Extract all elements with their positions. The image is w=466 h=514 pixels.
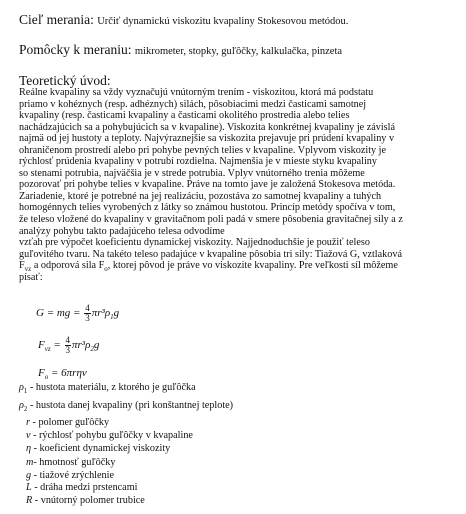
- theory-line: že teleso vložené do kvapaliny v gravitačnom poli padá v smere pôsobenia gravitačnej sily a z: [19, 214, 403, 226]
- legend-item: v - rýchlosť pohybu guľôčky v kvapaline: [26, 430, 193, 441]
- theory-line: so stenami potrubia, najväčšia je v strede potrubia. Vplyv vnútorného trenia môžeme: [19, 167, 365, 179]
- theory-line: analýzy pohybu takto padajúceho telesa odvodíme: [19, 225, 225, 237]
- aim-value: Určiť dynamickú viskozitu kvapaliny Stokesovou metódou.: [97, 16, 349, 27]
- legend-item: η - koeficient dynamickej viskozity: [26, 443, 171, 454]
- aim-row: [19, 12, 348, 28]
- equation-gravity: G = mg = $\frac{4}{3}$ $\pi r^3\rho_1g$: [36, 303, 120, 323]
- theory-line: homogénnych telies vyrobených z látky so známou hustotou. Princíp metódy spočíva v tom,: [19, 202, 396, 214]
- legend-item: r - polomer guľôčky: [26, 417, 110, 428]
- theory-line: Zariadenie, ktoré je potrebné na jej realizáciu, pozostáva zo samotnej kvapaliny a tuhých: [19, 190, 382, 202]
- legend-item: L - dráha medzi prstencami: [26, 482, 138, 493]
- theory-line: pozorovať pri pohybe telies v kvapaline. Práve na tomto jave je založená Stokesova metóda.: [19, 179, 396, 191]
- theory-line: Reálne kvapaliny sa vždy vyznačujú vnútorným trením - viskozitou, ktorá má podstatu: [19, 87, 374, 98]
- legend-item: $\rho_2$ - hustota danej kvapaliny (pri konštantnej teplote): [19, 400, 234, 414]
- equation-buoyancy: $F_{vz}$ = $\frac{4}{3}$ $\pi r^3\rho_2g$: [38, 335, 100, 355]
- tools-value: mikrometer, stopky, guľôčky, kalkulačka, pinzeta: [134, 46, 343, 57]
- legend-item: m- hmotnosť guľôčky: [26, 457, 116, 468]
- theory-line: vzťah pre výpočet koeficientu dynamickej viskozity. Najjednoduchšie je použiť teleso: [19, 237, 370, 249]
- tools-row: [19, 42, 342, 58]
- theory-paragraph: [19, 87, 459, 283]
- theory-line: kvapaliny (resp. časticami kvapaliny a časticami okolitého prostredia alebo telies: [19, 110, 350, 122]
- theory-line: guľovitého tvaru. Na takéto teleso padajúce v kvapaline pôsobia tri sily: Tiažová G, vztlaková: [19, 248, 402, 260]
- aim-label: Cieľ merania:: [19, 12, 94, 27]
- theory-line: rýchlosť prúdenia kvapaliny v potrubí rozdielna. Najmenšia je v mieste styku kvapaliny: [19, 156, 377, 168]
- theory-line: písať:: [19, 271, 43, 283]
- legend-item: g - tiažové zrýchlenie: [26, 470, 114, 481]
- theory-line: priamo v kohéznych (resp. adhéznych) silách, pôsobiacimi medzi časticami samotnej: [19, 98, 367, 110]
- theory-line: najmä od jej hustoty a teploty. Najvýraznejšie sa viskozita prejavuje pri prúdení kvapaliny v: [19, 133, 395, 145]
- tools-label: Pomôcky k meraniu:: [19, 42, 132, 57]
- theory-heading: Teoretický úvod:: [19, 73, 111, 88]
- theory-line-forces: $F_{vz}$ a odporová sila $F_o$, ktorej pôvod je práve vo viskozite kvapaliny. Pre veľkosti síl môžeme: [19, 260, 398, 274]
- legend-item: R - vnútorný polomer trubice: [26, 495, 145, 506]
- equation-drag: $F_o = 6\pi r\eta v$: [38, 367, 87, 382]
- legend-item: $\rho_1$ - hustota materiálu, z ktorého je guľôčka: [19, 382, 196, 396]
- theory-line: nachádzajúcich sa a pohybujúcich sa v kvapaline). Viskozita konkrétnej kvapaliny je závislá: [19, 121, 396, 133]
- theory-line: ohraničenom prostredí alebo pri pohybe pevných telies v kvapaline. Vplyvom viskozity je: [19, 144, 387, 156]
